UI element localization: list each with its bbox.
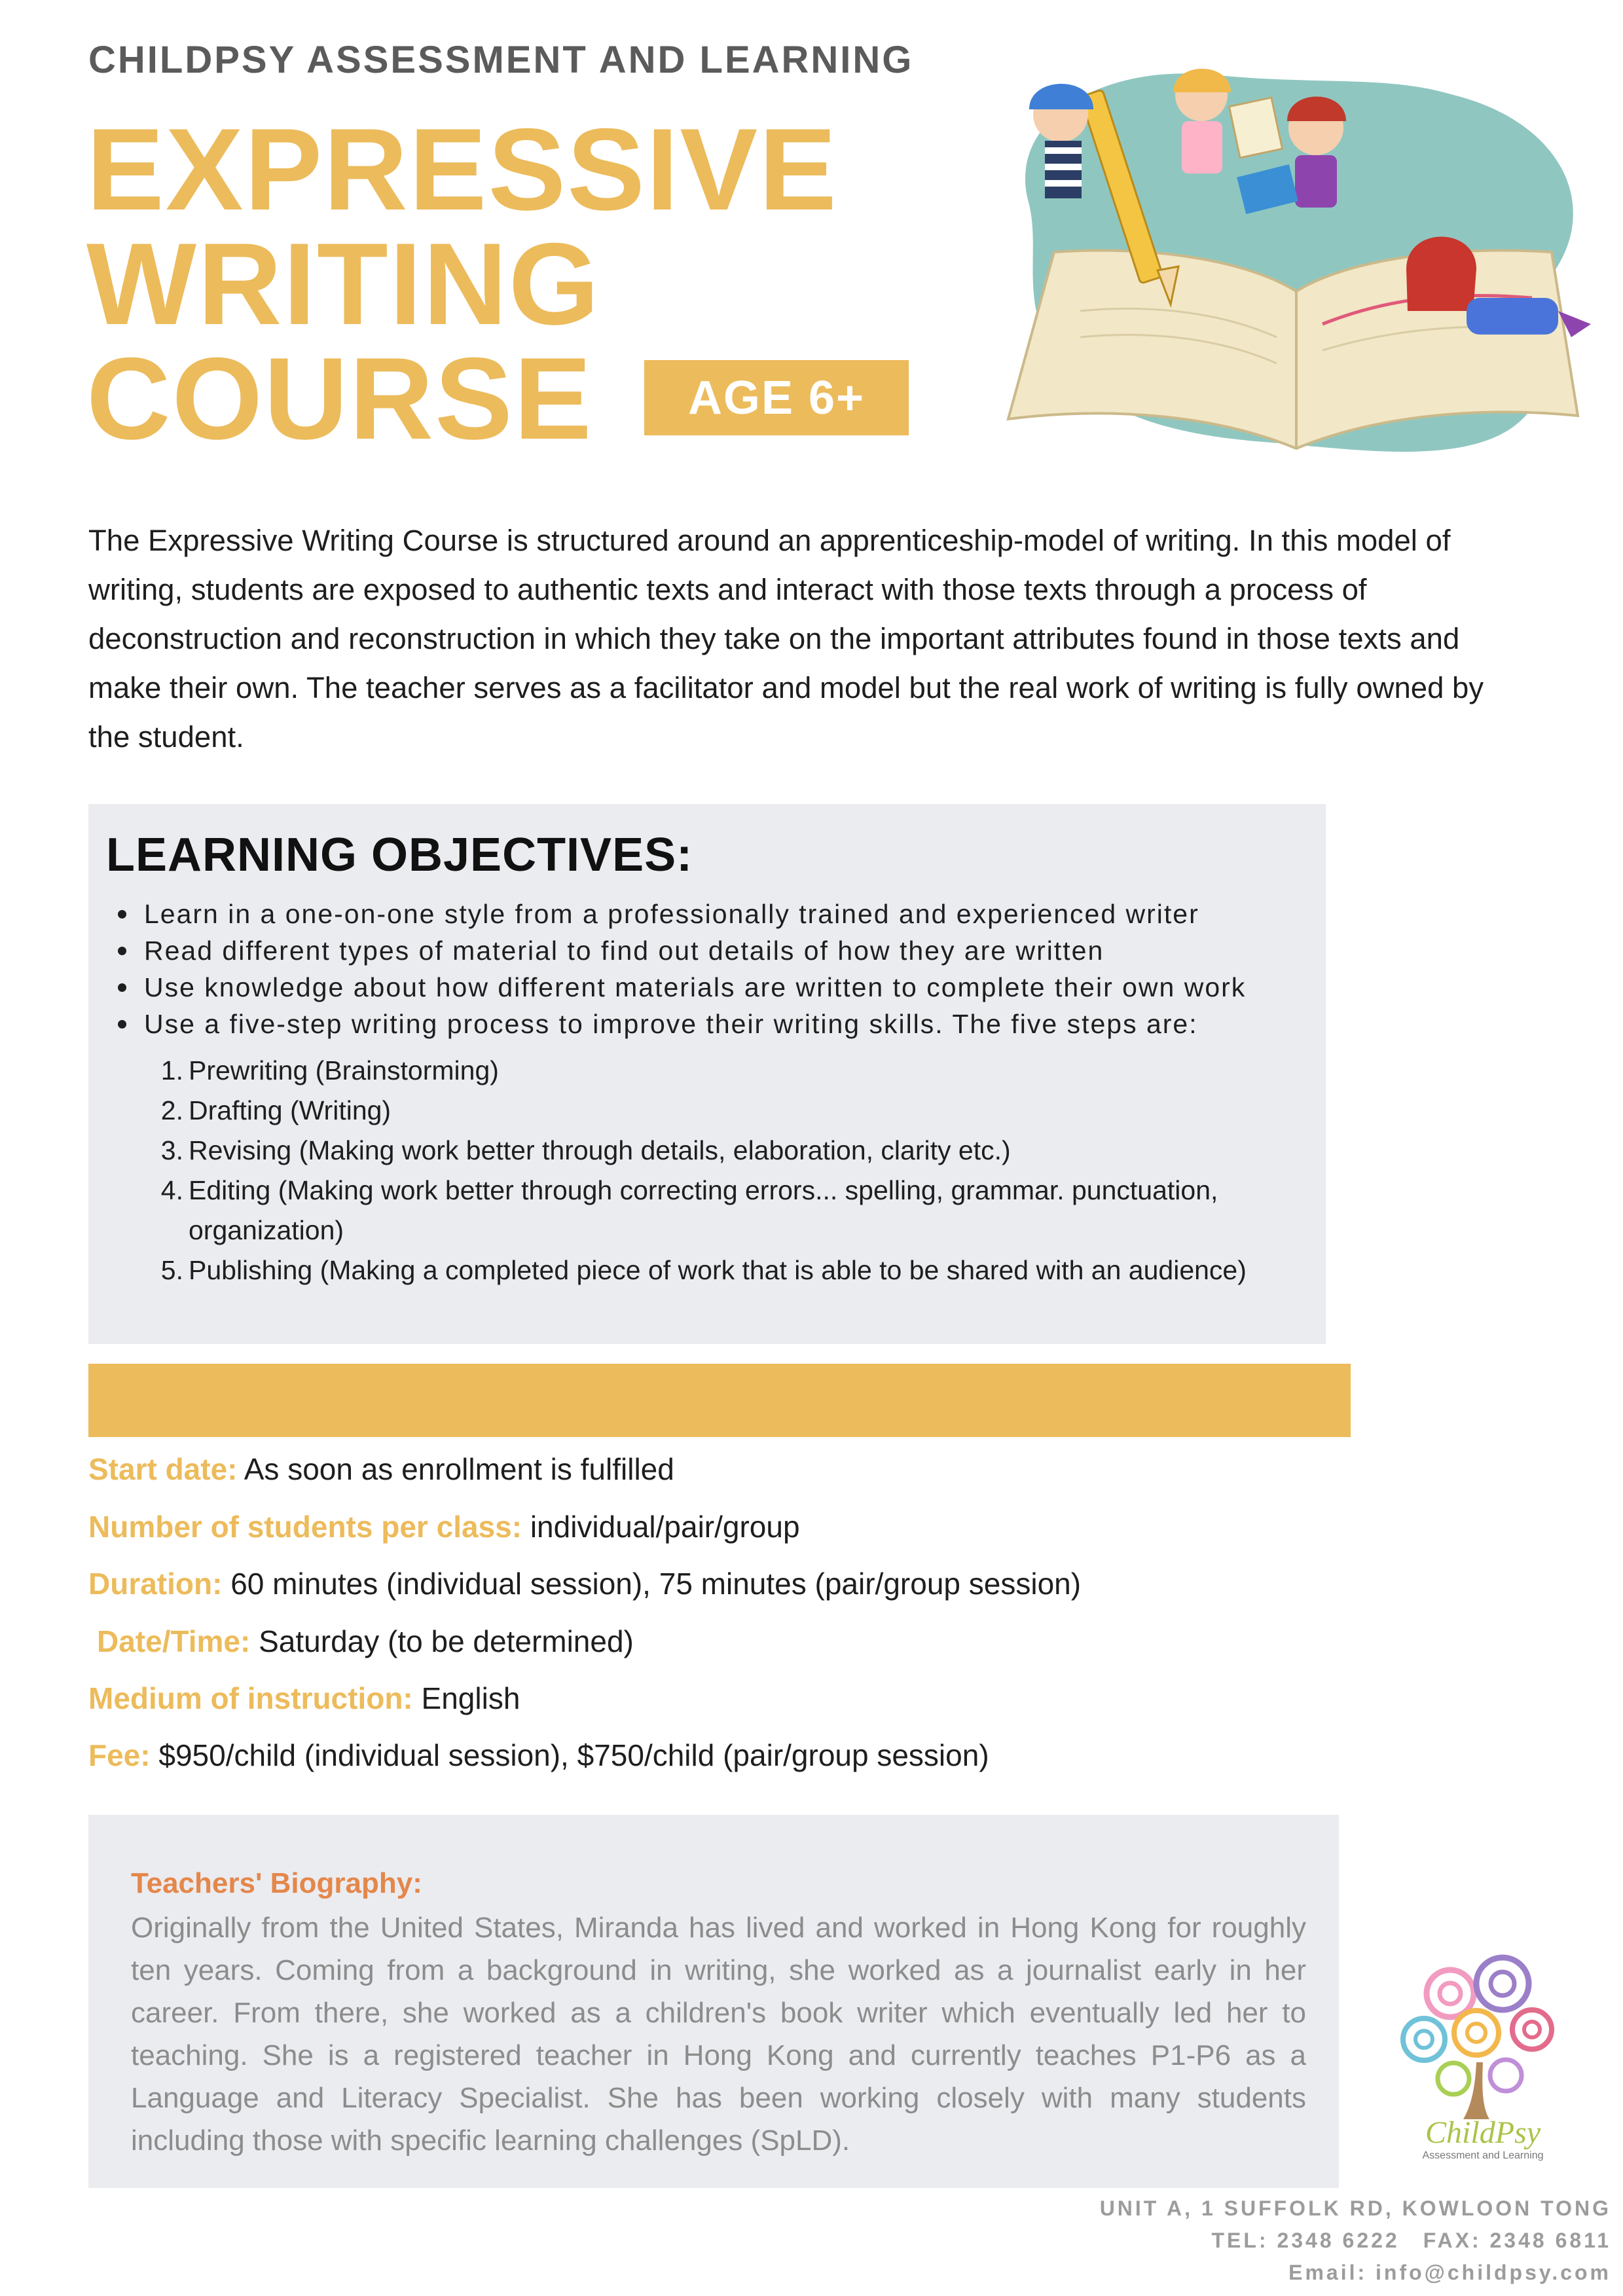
step-text: Publishing (Making a completed piece of work that is able to be shared with an audience) [189,1255,1247,1285]
detail-label: Medium of instruction: [88,1681,413,1715]
detail-value: English [421,1681,520,1715]
objective-item: Use a five-step writing process to improve their writing skills. The five steps are: [111,1006,1322,1042]
step-number: 5. [160,1255,183,1285]
step-number: 4. [160,1175,183,1205]
step-number: 3. [160,1135,183,1165]
objectives-list [111,896,1322,1042]
step-number: 1. [160,1055,183,1085]
writing-step [149,1250,1302,1290]
childpsy-logo [1372,1948,1594,2164]
step-text: Editing (Making work better through correcting errors... spelling, grammar. punctuation, organization) [189,1175,1218,1245]
contact-phone-fax [1211,2229,1611,2253]
contact-fax: FAX: 2348 6811 [1423,2229,1611,2252]
detail-students-per-class [88,1507,800,1546]
writing-step [149,1171,1302,1250]
detail-label: Date/Time: [97,1624,251,1658]
biography-text: Originally from the United States, Miranda has lived and worked in Hong Kong for roughly ten years. Coming from a background in writing, she worked as a journalist early in her career. From there, she worked as a children's book writer which eventually led her to teaching. She is a registered teacher in Hong Kong and currently teaches P1-P6 as a Language and Literacy Specialist. She has been working closely with many students including those with specific learning challenges (SpLD). [131,1912,1306,2157]
detail-value: As soon as enrollment is fulfilled [244,1452,674,1486]
detail-label: Fee: [88,1738,151,1772]
writing-step [149,1051,1302,1091]
detail-date-time [97,1622,634,1661]
course-title-line-2: WRITING [86,219,601,349]
detail-label: Start date: [88,1452,238,1486]
accent-divider-bar [88,1364,1351,1437]
contact-address: UNIT A, 1 SUFFOLK RD, KOWLOON TONG [1099,2196,1611,2220]
course-title-line-1: EXPRESSIVE [86,104,838,234]
detail-value: 60 minutes (individual session), 75 minutes (pair/group session) [230,1567,1082,1601]
detail-value: $950/child (individual session), $750/child (pair/group session) [158,1738,989,1772]
intro-paragraph: The Expressive Writing Course is structured around an apprenticeship-model of writing. In this model of writing, students are exposed to authentic texts and interact with those texts through a process of deconstruction and reconstruction in which they take on the important attributes found in those texts and make their own. The teacher serves as a facilitator and model but the real work of writing is fully owned by the student. [88,524,1484,754]
contact-email: Email: info@childpsy.com [1288,2261,1611,2284]
detail-value: Saturday (to be determined) [259,1624,634,1658]
org-name: CHILDPSY ASSESSMENT AND LEARNING [88,39,914,81]
detail-value: individual/pair/group [530,1510,800,1544]
detail-medium [88,1679,520,1718]
writing-step [149,1091,1302,1131]
logo-tagline: Assessment and Learning [1422,2150,1544,2161]
biography-heading: Teachers' Biography: [131,1867,422,1899]
children-reading-illustration [982,49,1604,481]
detail-duration [88,1564,1081,1603]
writing-steps-list [149,1051,1302,1290]
course-title-line-3: COURSE [86,333,593,464]
age-badge: AGE 6+ [644,360,909,435]
contact-tel: TEL: 2348 6222 [1211,2229,1400,2252]
step-text: Prewriting (Brainstorming) [189,1055,499,1085]
objective-item: Use knowledge about how different materials are written to complete their own work [111,969,1322,1006]
detail-start-date [88,1449,674,1489]
detail-fee [88,1736,989,1775]
detail-label: Duration: [88,1567,223,1601]
step-text: Drafting (Writing) [189,1095,392,1125]
step-text: Revising (Making work better through details, elaboration, clarity etc.) [189,1135,1011,1165]
objectives-heading: LEARNING OBJECTIVES: [106,829,693,881]
detail-label: Number of students per class: [88,1510,522,1544]
writing-step [149,1131,1302,1171]
objective-item: Read different types of material to find out details of how they are written [111,932,1322,969]
logo-wordmark: ChildPsy [1425,2115,1541,2150]
step-number: 2. [160,1095,183,1125]
objective-item: Learn in a one-on-one style from a professionally trained and experienced writer [111,896,1322,932]
